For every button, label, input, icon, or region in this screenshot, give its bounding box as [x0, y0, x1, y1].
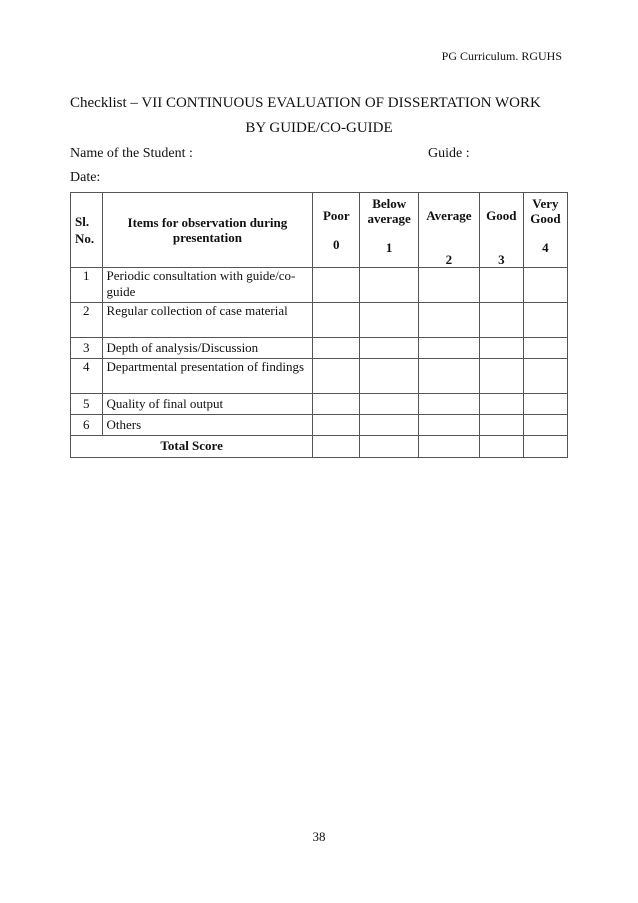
header-good-label: Good	[486, 208, 517, 223]
header-average-label: Average	[426, 208, 472, 223]
rating-cell-very-good[interactable]	[523, 415, 567, 436]
total-score-row	[71, 436, 568, 458]
rating-cell-good[interactable]	[479, 303, 523, 338]
page-title-line-2: BY GUIDE/CO-GUIDE	[245, 120, 393, 136]
header-poor-score: 0	[333, 237, 340, 252]
table-row	[71, 394, 568, 415]
page-number: 38	[312, 829, 326, 844]
row-sl: 3	[71, 338, 103, 359]
rating-cell-good[interactable]	[479, 359, 523, 394]
total-cell-good[interactable]	[479, 436, 523, 458]
table-row	[71, 415, 568, 436]
table-row	[71, 303, 568, 338]
table-header-row	[71, 193, 568, 268]
rating-cell-below-average[interactable]	[360, 359, 419, 394]
header-below-average-score: 1	[385, 240, 393, 255]
table-row	[71, 268, 568, 303]
running-header: PG Curriculum. RGUHS	[441, 49, 562, 63]
row-sl: 6	[71, 415, 103, 436]
rating-cell-poor[interactable]	[313, 415, 360, 436]
rating-cell-very-good[interactable]	[523, 394, 567, 415]
rating-cell-below-average[interactable]	[360, 394, 419, 415]
header-sl-text: Sl.	[75, 214, 90, 229]
header-below-average	[360, 193, 419, 268]
header-no-text: No.	[75, 231, 95, 246]
evaluation-checklist-table	[70, 192, 568, 458]
row-item: Periodic consultation with guide/co-guide	[102, 268, 313, 303]
total-score-label: Total Score	[71, 436, 313, 458]
rating-cell-very-good[interactable]	[523, 338, 567, 359]
row-item: Others	[102, 415, 313, 436]
table-row	[71, 338, 568, 359]
rating-cell-average[interactable]	[418, 394, 479, 415]
rating-cell-good[interactable]	[479, 268, 523, 303]
header-very-good	[523, 193, 567, 268]
header-very-good-score: 4	[542, 240, 549, 255]
table-row	[71, 359, 568, 394]
rating-cell-below-average[interactable]	[360, 268, 419, 303]
header-items: Items for observation during presentation	[102, 193, 313, 268]
rating-cell-average[interactable]	[418, 268, 479, 303]
rating-cell-below-average[interactable]	[360, 415, 419, 436]
rating-cell-below-average[interactable]	[360, 338, 419, 359]
header-sl-no	[71, 193, 103, 268]
rating-cell-poor[interactable]	[313, 303, 360, 338]
row-sl: 5	[71, 394, 103, 415]
row-item: Departmental presentation of findings	[102, 359, 313, 394]
row-sl: 1	[71, 268, 103, 303]
rating-cell-average[interactable]	[418, 303, 479, 338]
header-poor-label: Poor	[322, 208, 350, 223]
header-good-score: 3	[498, 252, 505, 267]
total-cell-very-good[interactable]	[523, 436, 567, 458]
rating-cell-average[interactable]	[418, 359, 479, 394]
row-item: Regular collection of case material	[102, 303, 313, 338]
header-very-good-label: Very Good	[530, 196, 561, 226]
rating-cell-below-average[interactable]	[360, 303, 419, 338]
rating-cell-very-good[interactable]	[523, 303, 567, 338]
rating-cell-poor[interactable]	[313, 359, 360, 394]
header-average	[418, 193, 479, 268]
total-cell-below-average[interactable]	[360, 436, 419, 458]
rating-cell-average[interactable]	[418, 338, 479, 359]
row-item: Quality of final output	[102, 394, 313, 415]
total-cell-poor[interactable]	[313, 436, 360, 458]
row-sl: 4	[71, 359, 103, 394]
rating-cell-average[interactable]	[418, 415, 479, 436]
total-cell-average[interactable]	[418, 436, 479, 458]
rating-cell-good[interactable]	[479, 415, 523, 436]
student-name-label: Name of the Student :	[70, 146, 193, 161]
row-item: Depth of analysis/Discussion	[102, 338, 313, 359]
header-below-average-label: Below average	[367, 196, 411, 226]
rating-cell-very-good[interactable]	[523, 359, 567, 394]
guide-label: Guide :	[428, 146, 470, 161]
row-sl: 2	[71, 303, 103, 338]
page-title-line-1: Checklist – VII CONTINUOUS EVALUATION OF DISSERTATION WORK	[70, 95, 541, 111]
rating-cell-poor[interactable]	[313, 338, 360, 359]
date-label: Date:	[70, 170, 101, 185]
rating-cell-poor[interactable]	[313, 268, 360, 303]
header-poor	[313, 193, 360, 268]
rating-cell-poor[interactable]	[313, 394, 360, 415]
rating-cell-good[interactable]	[479, 338, 523, 359]
header-good	[479, 193, 523, 268]
rating-cell-very-good[interactable]	[523, 268, 567, 303]
rating-cell-good[interactable]	[479, 394, 523, 415]
header-average-score: 2	[445, 252, 453, 267]
student-guide-line	[70, 146, 570, 162]
